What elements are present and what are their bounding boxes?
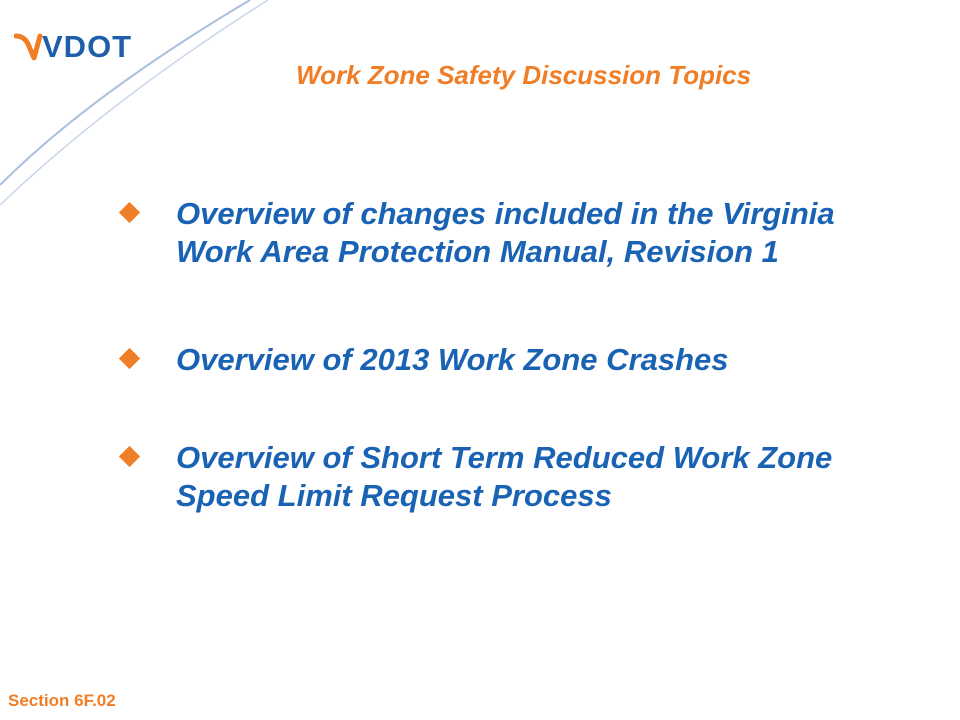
vdot-logo [14,28,134,68]
bullet-item [118,341,898,379]
diamond-bullet-icon [119,348,140,369]
diamond-bullet-icon [119,202,140,223]
diamond-bullet-icon [119,446,140,467]
logo-text: VDOT [42,29,133,64]
logo-check-icon [14,30,44,64]
bullet-item [118,195,898,271]
bullet-list [118,195,898,515]
section-footer: Section 6F.02 [8,691,116,710]
bullet-text: Overview of Short Term Reduced Work Zone Speed Limit Request Process [176,440,833,513]
bullet-item [118,439,898,515]
bullet-text: Overview of 2013 Work Zone Crashes [176,342,729,377]
slide-title: Work Zone Safety Discussion Topics [296,60,752,90]
bullet-text: Overview of changes included in the Virginia Work Area Protection Manual, Revision 1 [176,196,835,269]
